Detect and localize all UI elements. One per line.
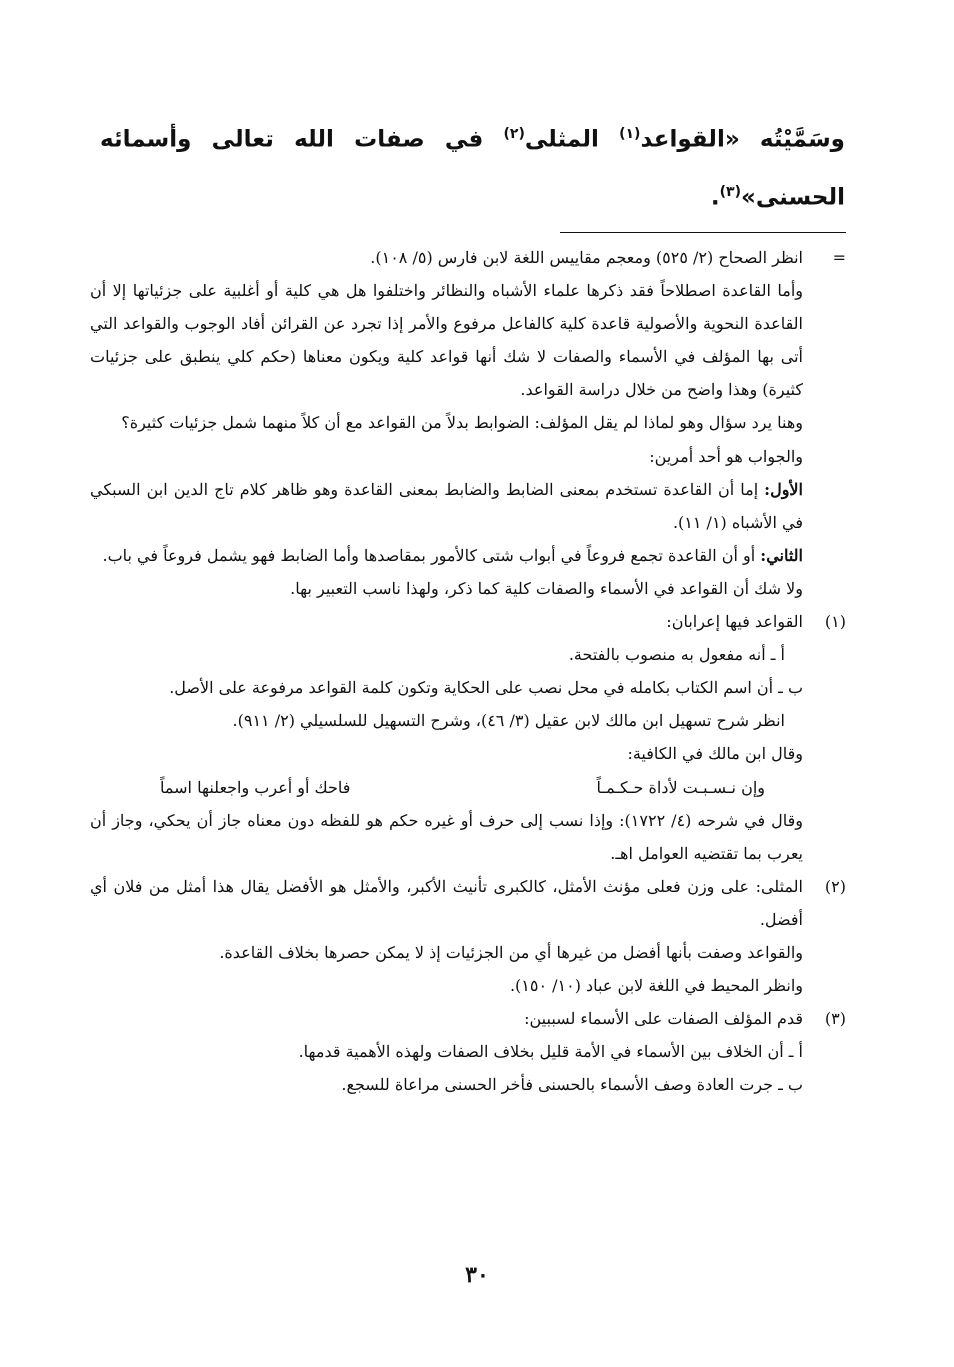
- verse-first-hemistich: وإن نـسـبـت لأداة حـكـمـاً: [596, 777, 765, 797]
- title-end: .: [710, 184, 720, 211]
- first-label: الأول:: [764, 479, 803, 499]
- footnote-text: [90, 1002, 803, 1101]
- reference: وانظر المحيط في اللغة لابن عباد (١٠/ ١٥٠).: [509, 976, 803, 996]
- paragraph: ولا شك أن القواعد في الأسماء والصفات كلية كما ذكر، ولهذا ناسب التعبير بها.: [290, 578, 803, 598]
- second-label: الثاني:: [760, 545, 803, 565]
- continuation-mark: =: [832, 248, 846, 267]
- second-answer: [90, 539, 803, 572]
- footnotes: [90, 241, 846, 1101]
- paragraph: والجواب هو أحد أمرين:: [649, 446, 803, 466]
- footnote-divider: [560, 232, 846, 233]
- paragraph: وقال ابن مالك في الكافية:: [627, 744, 803, 764]
- continued-footnote: [90, 241, 846, 605]
- footnote-text: [90, 870, 803, 1002]
- footnote-1: [90, 605, 846, 870]
- poem-verse: [90, 771, 803, 804]
- footnote-2: [90, 870, 846, 1002]
- footnote-ref-2[interactable]: (٢): [503, 126, 525, 142]
- list-item: ب ـ أن اسم الكتاب بكامله في محل نصب على الحكاية وتكون كلمة القواعد مرفوعة على الأصل.: [169, 678, 803, 698]
- title-part-3: في صفات الله تعالى وأسمائه الحسنى»: [100, 126, 845, 211]
- first-answer: [90, 473, 803, 539]
- reference: انظر شرح تسهيل ابن مالك لابن عقيل (٣/ ٤٦)، وشرح التسهيل للسلسيلي (٢/ ٩١١).: [232, 711, 785, 731]
- footnote-ref-1[interactable]: (١): [619, 126, 641, 142]
- list-item: أ ـ أنه مفعول به منصوب بالفتحة.: [568, 645, 785, 665]
- list-item: أ ـ أن الخلاف بين الأسماء في الأمة قليل بخلاف الصفات ولهذه الأهمية قدمها.: [298, 1042, 803, 1062]
- footnote-marker: (١): [824, 612, 846, 632]
- paragraph: قدم المؤلف الصفات على الأسماء لسببين:: [524, 1009, 803, 1029]
- paragraph: والقواعد وصفت بأنها أفضل من غيرها أي من الجزئيات إذ لا يمكن حصرها بخلاف القاعدة.: [219, 942, 803, 962]
- footnote-marker: (٣): [824, 1009, 846, 1029]
- paragraph: انظر الصحاح (٢/ ٥٢٥) ومعجم مقاييس اللغة لابن فارس (٥/ ١٠٨).: [370, 248, 803, 267]
- title-part-1: وسَمَّيْتُه «القواعد: [640, 126, 845, 153]
- footnote-text: [90, 605, 803, 870]
- page-title: [100, 108, 845, 223]
- verse-second-hemistich: فاحك أو أعرب واجعلنها اسماً: [160, 777, 351, 797]
- footnote-3: [90, 1002, 846, 1101]
- footnote-ref-3[interactable]: (٣): [719, 183, 741, 200]
- second-text: أو أن القاعدة تجمع فروعاً في أبواب شتى كالأمور بمقاصدها وأما الضابط فهو يشمل فروعاً في باب.: [102, 545, 761, 565]
- paragraph: وهنا يرد سؤال وهو لماذا لم يقل المؤلف: الضوابط بدلاً من القواعد مع أن كلاً منهما شمل جزئيات كثيرة؟: [121, 413, 803, 433]
- footnote-marker: (٢): [824, 876, 846, 896]
- title-part-2: المثلى: [524, 126, 620, 153]
- paragraph: وأما القاعدة اصطلاحاً فقد ذكرها علماء الأشباه والنظائر واختلفوا هل هي كلية أو أغلبية على جزئياتها إلا أن القاعدة النحوية والأصولية قاعدة كلية كالفاعل مرفوع والأمر إذا تجرد عن القرائن أفاد الوجوب والقواعد التي أتى بها المؤلف في الأسماء والصفات لا شك أنها قواعد كلية ويكون معناها (حكم كلي ينطبق على جزئيات كثيرة) وهذا واضح من خلال دراسة القواعد.: [90, 281, 804, 400]
- list-item: ب ـ جرت العادة وصف الأسماء بالحسنى فأخر الحسنى مراعاة للسجع.: [341, 1075, 803, 1095]
- paragraph: المثلى: على وزن فعلى مؤنث الأمثل، كالكبرى تأنيث الأكبر، والأمثل هو الأفضل يقال هذا أمثل من فلان أي أفضل.: [90, 876, 803, 929]
- first-text: إما أن القاعدة تستخدم بمعنى الضابط والضابط بمعنى القاعدة وهو ظاهر كلام تاج الدين ابن السبكي في الأشباه (١/ ١١).: [90, 479, 803, 532]
- paragraph: القواعد فيها إعرابان:: [666, 612, 803, 632]
- page-number: ٣٠: [465, 1262, 489, 1288]
- paragraph: وقال في شرحه (٤/ ١٧٢٢): وإذا نسب إلى حرف أو غيره حكم هو للفظه دون معناه جاز أن يحكي، وجاز أن يعرب بما تقتضيه العوامل اهـ.: [90, 810, 803, 863]
- continuation-text: [90, 241, 803, 605]
